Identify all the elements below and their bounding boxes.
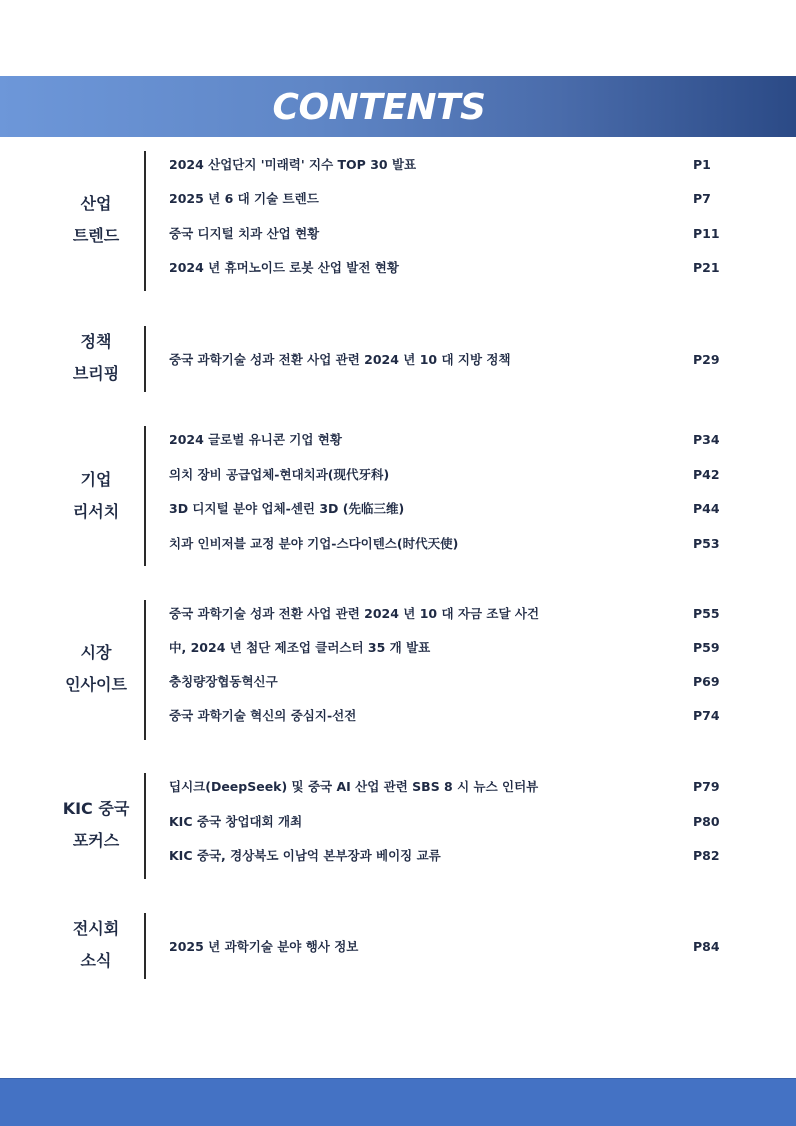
toc-item-page: P34	[693, 432, 720, 447]
toc-item-page: P79	[693, 779, 720, 794]
toc-item-page: P29	[693, 352, 720, 367]
toc-item[interactable]	[169, 777, 729, 797]
toc-item[interactable]	[169, 534, 729, 554]
toc-item-title: 중국 디지털 치과 산업 현황	[169, 226, 320, 241]
toc-item-page: P11	[693, 226, 720, 241]
toc-item[interactable]	[169, 604, 729, 624]
toc-item[interactable]	[169, 155, 729, 175]
toc-item[interactable]	[169, 499, 729, 519]
section-label-line-2: 소식	[80, 951, 112, 970]
toc-item-page: P44	[693, 501, 720, 516]
toc-item[interactable]	[169, 638, 729, 658]
section-label-line-1: 정책	[80, 332, 112, 351]
toc-item-title: 2024 년 휴머노이드 로봇 산업 발전 현황	[169, 260, 399, 275]
toc-item[interactable]	[169, 465, 729, 485]
toc-item-page: P69	[693, 674, 720, 689]
contents-banner	[0, 76, 796, 137]
toc-item[interactable]	[169, 937, 729, 957]
section-label-line-2: 브리핑	[72, 364, 120, 383]
toc-item-page: P1	[693, 157, 711, 172]
contents-title: CONTENTS	[272, 87, 486, 128]
section-label-line-2: 포커스	[72, 831, 120, 850]
toc-item-page: P7	[693, 191, 711, 206]
toc-item-title: 치과 인비저블 교정 분야 기업-스다이텐스(时代天使)	[169, 536, 459, 551]
toc-item-title: 중국 과학기술 혁신의 중심지-선전	[169, 708, 357, 723]
toc-item[interactable]	[169, 189, 729, 209]
toc-item-page: P84	[693, 939, 720, 954]
section-label	[40, 326, 152, 390]
toc-item-page: P59	[693, 640, 720, 655]
section-label-line-1: 전시회	[72, 919, 120, 938]
toc-item-page: P55	[693, 606, 720, 621]
section-label-line-1: 기업	[80, 470, 112, 489]
toc-item-title: 의치 장비 공급업체-현대치과(现代牙科)	[169, 467, 390, 482]
toc-item-page: P80	[693, 814, 720, 829]
toc-item-title: 2025 년 과학기술 분야 행사 정보	[169, 939, 359, 954]
toc-item-title: 중국 과학기술 성과 전환 사업 관련 2024 년 10 대 자금 조달 사건	[169, 606, 540, 621]
section-label	[40, 464, 152, 528]
section-label-line-1: 시장	[80, 643, 112, 662]
toc-item-page: P42	[693, 467, 720, 482]
section-label	[40, 793, 152, 857]
toc-item[interactable]	[169, 846, 729, 866]
toc-item[interactable]	[169, 224, 729, 244]
toc-item-title: KIC 중국, 경상북도 이남억 본부장과 베이징 교류	[169, 848, 441, 863]
section-label-line-2: 트렌드	[72, 226, 120, 245]
section-label-line-2: 인사이트	[65, 675, 127, 694]
toc-item-page: P53	[693, 536, 720, 551]
section-label	[40, 913, 152, 977]
section-label-line-1: 산업	[80, 194, 112, 213]
toc-item-title: 딥시크(DeepSeek) 및 중국 AI 산업 관련 SBS 8 시 뉴스 인터뷰	[169, 779, 539, 794]
toc-item[interactable]	[169, 672, 729, 692]
toc-item[interactable]	[169, 258, 729, 278]
footer-bar	[0, 1078, 796, 1126]
toc-item-page: P74	[693, 708, 720, 723]
toc-item-title: 3D 디지털 분야 업체-센린 3D (先临三维)	[169, 501, 405, 516]
section-label-line-1: KIC 중국	[62, 799, 130, 818]
toc-item[interactable]	[169, 706, 729, 726]
section-label	[40, 188, 152, 252]
toc-item[interactable]	[169, 812, 729, 832]
section-label	[40, 637, 152, 701]
toc-item-page: P82	[693, 848, 720, 863]
toc-item-title: KIC 중국 창업대회 개최	[169, 814, 303, 829]
section-label-line-2: 리서치	[72, 502, 120, 521]
toc-item-page: P21	[693, 260, 720, 275]
toc-item-title: 2025 년 6 대 기술 트렌드	[169, 191, 319, 206]
toc-item-title: 2024 산업단지 '미래력' 지수 TOP 30 발표	[169, 157, 417, 172]
toc-item[interactable]	[169, 350, 729, 370]
toc-item[interactable]	[169, 430, 729, 450]
toc-item-title: 중국 과학기술 성과 전환 사업 관련 2024 년 10 대 지방 정책	[169, 352, 511, 367]
toc-item-title: 2024 글로벌 유니콘 기업 현황	[169, 432, 342, 447]
toc-item-title: 中, 2024 년 첨단 제조업 클러스터 35 개 발표	[169, 640, 431, 655]
toc-item-title: 충칭량장협동혁신구	[169, 674, 278, 689]
